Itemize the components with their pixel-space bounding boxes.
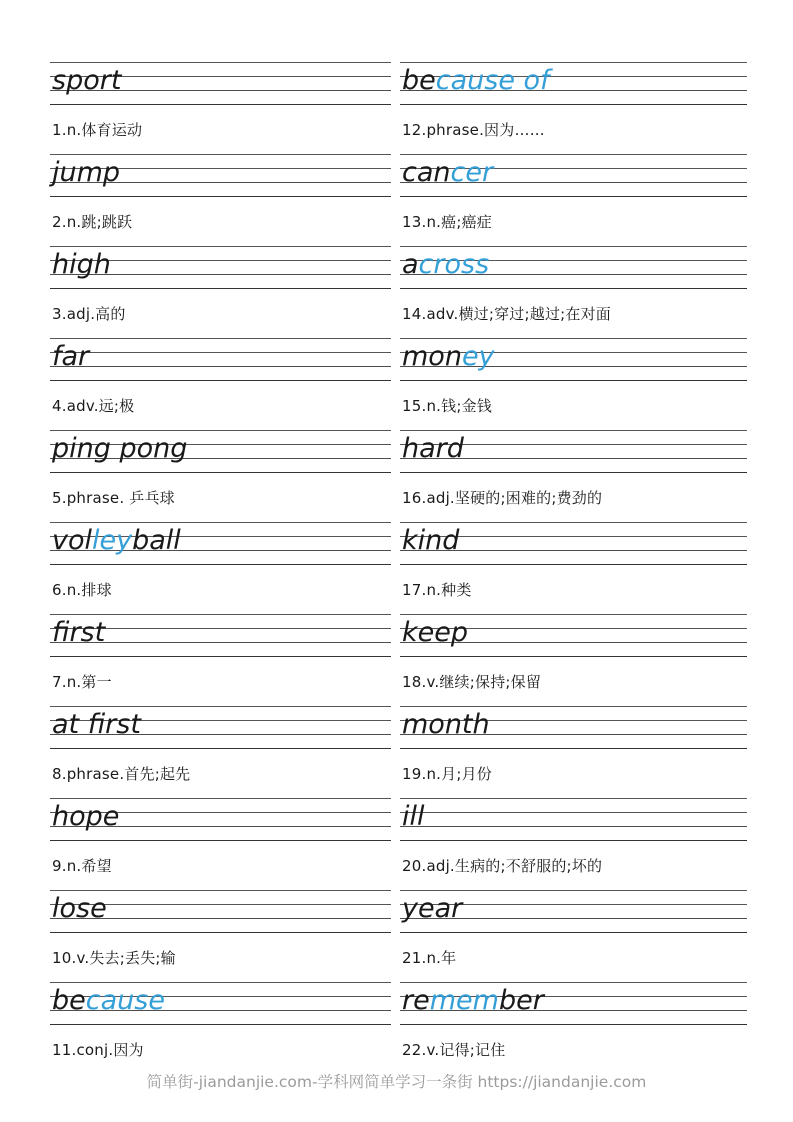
vocab-word-volleyball — [52, 527, 181, 554]
vocab-cell — [50, 62, 391, 154]
vocab-cell — [50, 982, 391, 1074]
word-segment: high — [52, 249, 111, 280]
word-definition: 5.phrase. 乒乓球 — [52, 488, 175, 507]
word-segment: mon — [402, 341, 462, 372]
vocab-word-high — [52, 251, 111, 278]
guide-line-top — [50, 338, 391, 339]
word-segment: ball — [132, 525, 181, 556]
guide-line-bottom — [50, 932, 391, 933]
writing-guide-lines — [50, 890, 391, 932]
vocab-row — [50, 614, 747, 706]
footer-watermark — [0, 1070, 793, 1092]
vocab-row — [50, 154, 747, 246]
word-segment: ping pong — [52, 433, 188, 464]
word-definition: 22.v.记得;记住 — [402, 1040, 506, 1059]
guide-line-top — [400, 246, 747, 247]
word-segment: month — [402, 709, 490, 740]
word-segment: vol — [52, 525, 92, 556]
word-segment: first — [52, 617, 106, 648]
guide-line-top — [50, 982, 391, 983]
vocab-row — [50, 338, 747, 430]
vocab-row — [50, 522, 747, 614]
vocab-cell — [400, 62, 747, 154]
word-segment: lose — [52, 893, 107, 924]
guide-line-bottom — [400, 380, 747, 381]
vocab-word-remember — [402, 987, 544, 1014]
vocab-word-kind — [402, 527, 459, 554]
vocab-word-month — [402, 711, 490, 738]
word-segment-highlight: mem — [429, 985, 499, 1016]
writing-guide-lines — [50, 430, 391, 472]
guide-line-bottom — [50, 564, 391, 565]
word-definition: 17.n.种类 — [402, 580, 472, 599]
word-definition: 10.v.失去;丢失;输 — [52, 948, 176, 967]
vocab-cell — [400, 154, 747, 246]
vocab-cell — [400, 798, 747, 890]
word-segment-highlight: cross — [418, 249, 490, 280]
writing-guide-lines — [400, 154, 747, 196]
vocab-word-because — [52, 987, 165, 1014]
vocab-rows — [50, 62, 747, 1074]
word-definition: 3.adj.高的 — [52, 304, 126, 323]
writing-guide-lines — [400, 614, 747, 656]
word-definition: 18.v.继续;保持;保留 — [402, 672, 542, 691]
guide-line-bottom — [400, 932, 747, 933]
vocab-row — [50, 706, 747, 798]
vocab-cell — [400, 338, 747, 430]
guide-line-baseline — [400, 826, 747, 827]
guide-line-top — [400, 430, 747, 431]
writing-guide-lines — [400, 246, 747, 288]
writing-guide-lines — [50, 798, 391, 840]
writing-guide-lines — [50, 62, 391, 104]
guide-line-top — [50, 890, 391, 891]
vocab-cell — [50, 430, 391, 522]
guide-line-top — [50, 154, 391, 155]
word-segment-highlight: ley — [92, 525, 133, 556]
word-segment-highlight: cause — [85, 985, 165, 1016]
vocab-word-because-of — [402, 67, 550, 94]
vocab-cell — [400, 890, 747, 982]
word-segment-highlight: cause of — [435, 65, 550, 96]
word-segment: sport — [52, 65, 122, 96]
guide-line-bottom — [50, 840, 391, 841]
word-definition: 15.n.钱;金钱 — [402, 396, 492, 415]
vocab-word-ping-pong — [52, 435, 187, 462]
writing-guide-lines — [400, 522, 747, 564]
guide-line-top — [50, 614, 391, 615]
vocab-cell — [50, 706, 391, 798]
word-definition: 6.n.排球 — [52, 580, 112, 599]
word-segment: ber — [498, 985, 544, 1016]
guide-line-upper — [50, 352, 391, 353]
vocab-word-ill — [402, 803, 425, 830]
guide-line-bottom — [50, 1024, 391, 1025]
writing-guide-lines — [400, 706, 747, 748]
vocab-cell — [400, 430, 747, 522]
writing-guide-lines — [50, 522, 391, 564]
vocab-cell — [50, 798, 391, 890]
guide-line-bottom — [400, 748, 747, 749]
writing-guide-lines — [400, 798, 747, 840]
word-definition: 4.adv.远;极 — [52, 396, 135, 415]
guide-line-bottom — [400, 196, 747, 197]
vocab-word-year — [402, 895, 462, 922]
writing-guide-lines — [400, 62, 747, 104]
vocab-word-far — [52, 343, 89, 370]
guide-line-top — [400, 982, 747, 983]
guide-line-top — [50, 430, 391, 431]
guide-line-top — [400, 62, 747, 63]
guide-line-top — [400, 798, 747, 799]
word-definition: 21.n.年 — [402, 948, 457, 967]
word-segment-highlight: cer — [450, 157, 494, 188]
word-segment: hope — [52, 801, 120, 832]
word-definition: 13.n.癌;癌症 — [402, 212, 492, 231]
vocab-row — [50, 430, 747, 522]
writing-guide-lines — [50, 614, 391, 656]
guide-line-top — [400, 154, 747, 155]
word-segment: a — [402, 249, 419, 280]
vocab-word-jump — [52, 159, 120, 186]
guide-line-bottom — [50, 472, 391, 473]
guide-line-bottom — [400, 472, 747, 473]
guide-line-top — [50, 522, 391, 523]
word-segment: can — [402, 157, 451, 188]
guide-line-top — [400, 890, 747, 891]
word-definition: 16.adj.坚硬的;困难的;费劲的 — [402, 488, 603, 507]
vocab-row — [50, 798, 747, 890]
guide-line-baseline — [50, 366, 391, 367]
guide-line-bottom — [400, 840, 747, 841]
word-definition: 1.n.体育运动 — [52, 120, 143, 139]
vocab-cell — [400, 246, 747, 338]
word-segment: year — [402, 893, 463, 924]
word-segment: keep — [402, 617, 468, 648]
guide-line-bottom — [50, 656, 391, 657]
word-definition: 14.adv.横过;穿过;越过;在对面 — [402, 304, 612, 323]
vocab-word-hope — [52, 803, 119, 830]
vocab-word-at-first — [52, 711, 141, 738]
word-definition: 12.phrase.因为…… — [402, 120, 545, 139]
footer-text: 简单街-jiandanjie.com-学科网简单学习一条街 https://jiandanjie.com — [146, 1073, 647, 1091]
writing-guide-lines — [400, 430, 747, 472]
vocab-cell — [400, 706, 747, 798]
word-definition: 19.n.月;月份 — [402, 764, 492, 783]
vocab-cell — [50, 890, 391, 982]
writing-guide-lines — [50, 982, 391, 1024]
guide-line-bottom — [50, 288, 391, 289]
vocab-cell — [400, 982, 747, 1074]
writing-guide-lines — [50, 706, 391, 748]
guide-line-top — [50, 246, 391, 247]
word-segment: at first — [52, 709, 141, 740]
word-segment: be — [402, 65, 436, 96]
guide-line-bottom — [400, 1024, 747, 1025]
guide-line-top — [400, 522, 747, 523]
guide-line-top — [400, 338, 747, 339]
vocab-row — [50, 890, 747, 982]
word-definition: 7.n.第一 — [52, 672, 112, 691]
word-definition: 11.conj.因为 — [52, 1040, 144, 1059]
word-segment: be — [52, 985, 86, 1016]
word-definition: 2.n.跳;跳跃 — [52, 212, 133, 231]
guide-line-bottom — [50, 380, 391, 381]
vocab-word-first — [52, 619, 105, 646]
vocab-word-keep — [402, 619, 468, 646]
guide-line-bottom — [400, 104, 747, 105]
guide-line-top — [400, 614, 747, 615]
word-segment: far — [52, 341, 90, 372]
guide-line-bottom — [400, 656, 747, 657]
word-definition: 20.adj.生病的;不舒服的;坏的 — [402, 856, 603, 875]
vocab-word-cancer — [402, 159, 493, 186]
guide-line-bottom — [400, 564, 747, 565]
vocab-cell — [400, 614, 747, 706]
vocab-word-sport — [52, 67, 121, 94]
vocab-row — [50, 62, 747, 154]
vocab-cell — [50, 154, 391, 246]
vocab-cell — [50, 246, 391, 338]
guide-line-bottom — [50, 104, 391, 105]
vocab-cell — [50, 522, 391, 614]
vocab-cell — [50, 338, 391, 430]
guide-line-top — [400, 706, 747, 707]
writing-guide-lines — [400, 982, 747, 1024]
guide-line-upper — [400, 812, 747, 813]
word-segment: jump — [52, 157, 121, 188]
writing-guide-lines — [50, 338, 391, 380]
writing-guide-lines — [50, 246, 391, 288]
word-segment: kind — [402, 525, 460, 556]
vocab-word-across — [402, 251, 489, 278]
writing-guide-lines — [400, 338, 747, 380]
guide-line-top — [50, 706, 391, 707]
guide-line-top — [50, 62, 391, 63]
vocab-word-money — [402, 343, 495, 370]
vocab-cell — [400, 522, 747, 614]
writing-guide-lines — [50, 154, 391, 196]
word-definition: 9.n.希望 — [52, 856, 112, 875]
writing-guide-lines — [400, 890, 747, 932]
vocab-word-hard — [402, 435, 464, 462]
word-segment: re — [402, 985, 430, 1016]
word-definition: 8.phrase.首先;起先 — [52, 764, 191, 783]
guide-line-bottom — [50, 196, 391, 197]
guide-line-bottom — [400, 288, 747, 289]
guide-line-top — [50, 798, 391, 799]
word-segment-highlight: ey — [461, 341, 495, 372]
word-segment: hard — [402, 433, 464, 464]
word-segment: ill — [402, 801, 425, 832]
vocab-word-lose — [52, 895, 107, 922]
vocab-row — [50, 246, 747, 338]
guide-line-bottom — [50, 748, 391, 749]
vocab-row — [50, 982, 747, 1074]
vocab-cell — [50, 614, 391, 706]
